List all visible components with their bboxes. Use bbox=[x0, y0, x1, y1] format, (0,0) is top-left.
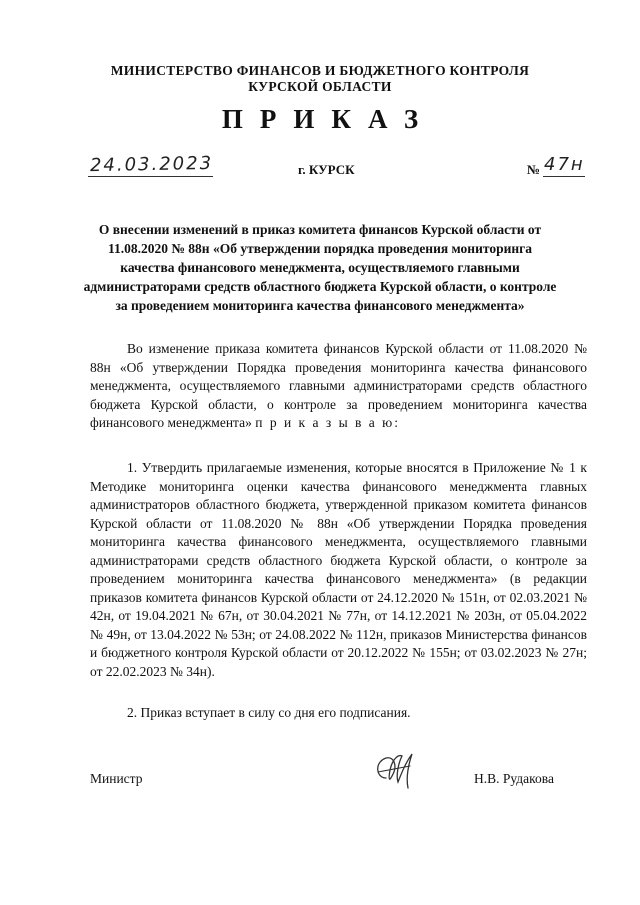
document-title: О внесении изменений в приказ комитета финансов Курской области от 11.08.2020 № 88н «Об утверждении порядка проведения мониторинга качества финансового менеджмента, осуществляемого главными администраторами средств областного бюджета Курской области, о контроле за проведением мониторинга качества финансового менеджмента» bbox=[83, 222, 557, 313]
paragraph-preamble bbox=[90, 340, 587, 433]
handwritten-signature bbox=[368, 748, 428, 790]
signer-name: Н.В. Рудакова bbox=[474, 771, 554, 786]
order-word: п р и к а з ы в а ю: bbox=[255, 415, 400, 430]
number-label: № bbox=[527, 162, 541, 177]
ministry-line-1: МИНИСТЕРСТВО ФИНАНСОВ И БЮДЖЕТНОГО КОНТРОЛЯ bbox=[110, 63, 530, 78]
handwritten-date: 24.03.2023 bbox=[89, 152, 214, 177]
paragraph-item-2: 2. Приказ вступает в силу со дня его подписания. bbox=[127, 705, 411, 720]
date-underline bbox=[88, 176, 213, 177]
preamble-text: Во изменение приказа комитета финансов Курской области от 11.08.2020 № 88н «Об утверждении Порядка проведения мониторинга качества финансового менеджмента, осуществляемого главными администраторами средств областного бюджета Курской области, о контроле за проведением мониторинга качества финансового менеджмента» bbox=[90, 341, 587, 430]
document-type: ПРИКАЗ bbox=[221, 104, 436, 134]
number-underline bbox=[543, 176, 585, 177]
signer-position: Министр bbox=[90, 771, 143, 786]
city: г. КУРСК bbox=[298, 162, 355, 177]
ministry-line-2: КУРСКОЙ ОБЛАСТИ bbox=[248, 79, 392, 94]
ministry-header bbox=[0, 63, 640, 95]
handwritten-number: 47н bbox=[544, 154, 585, 175]
paragraph-item-1: 1. Утвердить прилагаемые изменения, которые вносятся в Приложение № 1 к Методике мониторинга оценки качества финансового менеджмента главных администраторов областного бюджета, утвержденной приказом комитета финансов Курской области от 11.08.2020 № 88н «Об утверждении Порядка проведения мониторинга качества финансового менеджмента, осуществляемого главными администраторами средств областного бюджета Курской области, о контроле за проведением мониторинга качества финансового менеджмента» (в редакции приказов комитета финансов Курской области от 24.12.2020 № 151н, от 02.03.2021 № 42н, от 19.04.2021 № 67н, от 30.04.2021 № 77н, от 14.12.2021 № 203н, от 05.04.2022 № 49н, от 13.04.2022 № 53н; от 24.08.2022 № 112н, приказов Министерства финансов и бюджетного контроля Курской области от 20.12.2022 № 155н; от 03.02.2023 № 27н; от 22.02.2023 № 34н). bbox=[90, 460, 587, 679]
